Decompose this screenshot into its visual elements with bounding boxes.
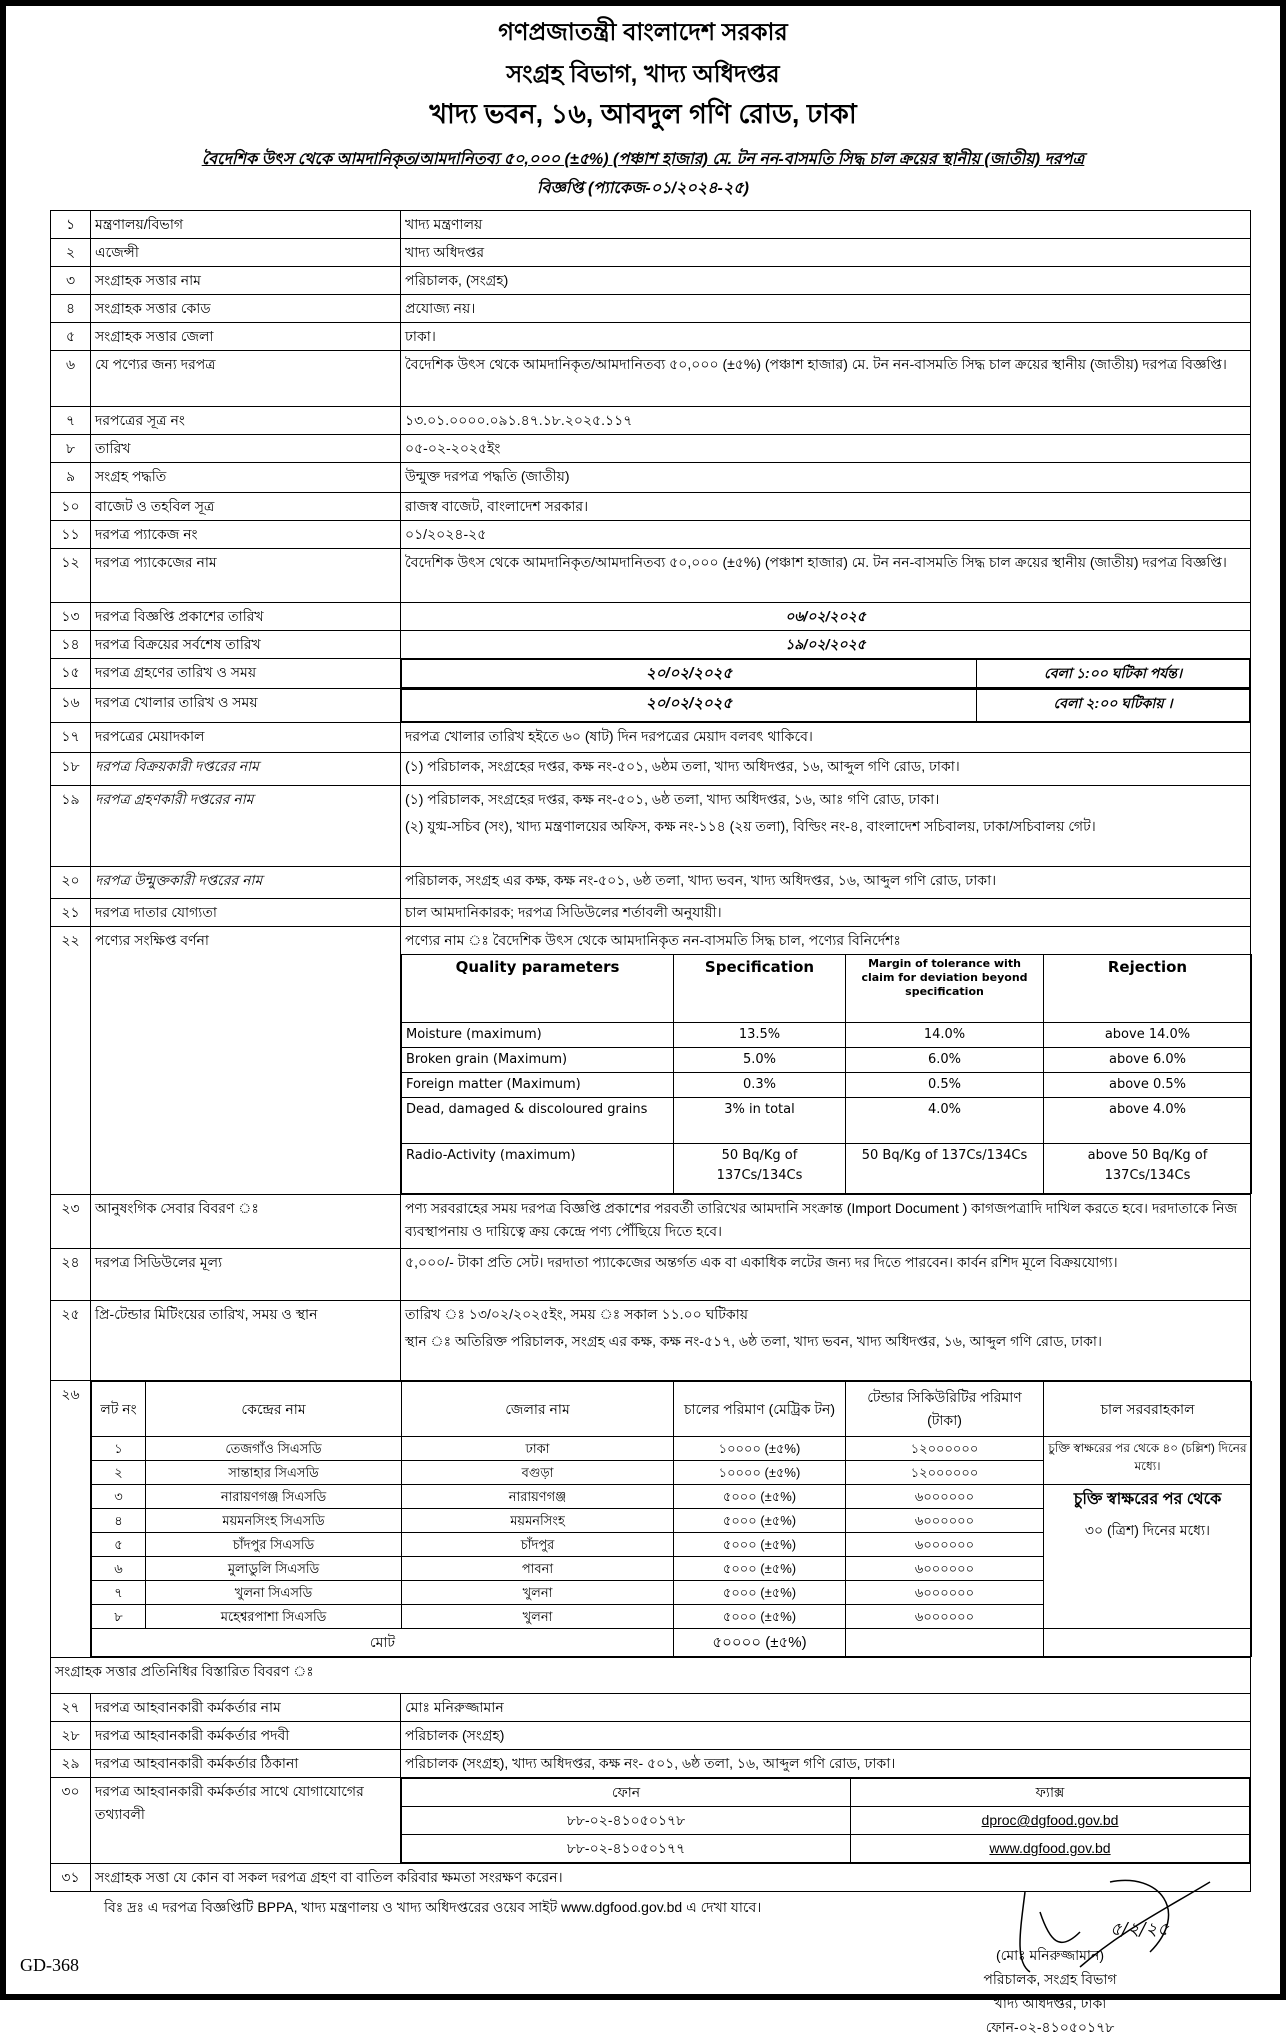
row-label: সংগ্রাহক সত্তার জেলা [91,323,401,351]
lot-number: ১ [92,1437,146,1461]
row-number: ১১ [51,521,91,549]
row-value: খাদ্য মন্ত্রণালয় [401,211,1251,239]
quality-row [402,1073,1252,1098]
row-label: দরপত্রের মেয়াদকাল [91,723,401,753]
email-link[interactable]: dproc@dgfood.gov.bd [981,1812,1119,1828]
row-number: ৮ [51,435,91,463]
row-label: দরপত্র আহবানকারী কর্মকর্তার পদবী [91,1722,401,1750]
table-row [51,786,1251,867]
quality-value: 0.3% [674,1073,846,1098]
lot-number: ৭ [92,1581,146,1605]
lots-cell [91,1381,1251,1658]
rice-quantity: ৫০০০ (±৫%) [674,1605,846,1629]
lots-header: কেন্দ্রের নাম [146,1382,402,1437]
signatory-office: খাদ্য অধিদপ্তর, ঢাকা [993,1995,1107,2011]
document-code: GD-368 [20,1955,79,1975]
header-government: গণপ্রজাতন্ত্রী বাংলাদেশ সরকার [498,19,788,46]
fax-header: ফ্যাক্স [851,1779,1250,1807]
district-name: নারায়ণগঞ্জ [402,1485,674,1509]
row-number: ১৯ [51,786,91,867]
row-number: ২৬ [51,1381,91,1658]
row-label: সংগ্রাহক সত্তার কোড [91,295,401,323]
quality-row [402,1144,1252,1194]
row-value: রাজস্ব বাজেট, বাংলাদেশ সরকার। [401,493,1251,521]
table-row [51,1722,1251,1750]
lots-table [91,1381,1252,1657]
phone-header: ফোন [402,1779,851,1807]
row-label: দরপত্র বিক্রয়কারী দপ্তরের নাম [91,753,401,786]
quality-value: 6.0% [846,1048,1044,1073]
value-line-1: (১) পরিচালক, সংগ্রহের দপ্তর, কক্ষ নং-৫০১, ৬ষ্ঠ তলা, খাদ্য অধিদপ্তর, ১৬, আঃ গণি রোড, ঢাকা। [405,791,940,807]
row-label: এজেন্সী [91,239,401,267]
datetime-row [402,690,1250,722]
row-value: ঢাকা। [401,323,1251,351]
row-number: ৭ [51,407,91,435]
row-value: পরিচালক (সংগ্রহ) [401,1722,1251,1750]
quality-header-row [402,955,1252,1023]
row-number: ২৭ [51,1694,91,1722]
table-row [51,867,1251,899]
tender-security: ৬০০০০০০ [846,1557,1044,1581]
summary-heading: সংগ্রাহক সত্তার প্রতিনিধির বিস্তারিত বিবরণ ঃ [51,1658,1251,1694]
table-row [51,1249,1251,1301]
quality-value: 0.5% [846,1073,1044,1098]
quality-header: Margin of tolerance with claim for deviation beyond specification [846,955,1044,1023]
row-number: ২৯ [51,1750,91,1778]
quality-value: 3% in total [674,1098,846,1144]
row-value [401,1301,1251,1381]
row-value: উন্মুক্ত দরপত্র পদ্ধতি (জাতীয়) [401,463,1251,493]
tender-security: ৬০০০০০০ [846,1533,1044,1557]
quality-value: 50 Bq/Kg of 137Cs/134Cs [674,1144,846,1194]
table-row [51,927,1251,1195]
table-row [51,1750,1251,1778]
row-number: ১৮ [51,753,91,786]
quality-value: 4.0% [846,1098,1044,1144]
row-number: ২৪ [51,1249,91,1301]
row-label: দরপত্র বিজ্ঞপ্তি প্রকাশের তারিখ [91,603,401,631]
supply-period-lots-1-2: চুক্তি স্বাক্ষরের পর থেকে ৪০ (চল্লিশ) দিনের মধ্যে। [1044,1437,1252,1485]
quality-parameter: Radio-Activity (maximum) [402,1144,674,1194]
row-label: যে পণ্যের জন্য দরপত্র [91,351,401,407]
datetime-table [401,659,1250,688]
row-number: ১২ [51,549,91,603]
row-number: ২০ [51,867,91,899]
quality-value: 13.5% [674,1023,846,1048]
row-number: ২২ [51,927,91,1195]
value-line-1: তারিখ ঃ ১৩/০২/২০২৫ইং, সময় ঃ সকাল ১১.০০ ঘটিকায় [405,1306,749,1322]
rice-quantity: ৫০০০ (±৫%) [674,1557,846,1581]
lot-row [92,1485,1252,1509]
date-value: ২০/০২/২০২৫ [402,690,977,722]
row-label: দরপত্র উন্মুক্তকারী দপ্তরের নাম [91,867,401,899]
notice-subtitle: বিজ্ঞপ্তি (প্যাকেজ-০১/২০২৪-২৫) [537,180,749,197]
lot-number: ৩ [92,1485,146,1509]
table-row [51,723,1251,753]
header-department: সংগ্রহ বিভাগ, খাদ্য অধিদপ্তর [506,61,780,88]
table-row [51,323,1251,351]
row-label: সংগ্রাহক সত্তার নাম [91,267,401,295]
table-row [51,689,1251,723]
table-row [51,211,1251,239]
row-text: সংগ্রাহক সত্তা যে কোন বা সকল দরপত্র গ্রহণ বা বাতিল করিবার ক্ষমতা সংরক্ষণ করেন। [91,1864,1251,1892]
signatory-name: (মোঃ মনিরুজ্জামান) [995,1947,1104,1963]
contact-row-2 [402,1835,1250,1863]
row-number: ৩ [51,267,91,295]
row-value [401,786,1251,867]
supply-period-lots-3-8 [1044,1485,1252,1629]
quality-table [401,954,1252,1194]
row-number: ২৩ [51,1195,91,1249]
supply-period-line-1: চুক্তি স্বাক্ষরের পর থেকে [1073,1491,1222,1508]
quality-value: above 6.0% [1044,1048,1252,1073]
row-number: ৩১ [51,1864,91,1892]
row-label: প্রি-টেন্ডার মিটিংয়ের তারিখ, সময় ও স্থান [91,1301,401,1381]
table-row [51,899,1251,927]
row-number: ১৭ [51,723,91,753]
quality-value: above 4.0% [1044,1098,1252,1144]
rice-quantity: ৫০০০ (±৫%) [674,1533,846,1557]
row-value-date: ০৬/০২/২০২৫ [401,603,1251,631]
district-name: বগুড়া [402,1461,674,1485]
table-row [51,463,1251,493]
row-label: দরপত্রের সূত্র নং [91,407,401,435]
quality-row [402,1098,1252,1144]
district-name: ঢাকা [402,1437,674,1461]
quality-value: 5.0% [674,1048,846,1073]
signed-date: ৫/২/২৫ [1110,1919,1169,1940]
value-line-2: স্থান ঃ অতিরিক্ত পরিচালক, সংগ্রহ এর কক্ষ, কক্ষ নং-৫১৭, ৬ষ্ঠ তলা, খাদ্য ভবন, খাদ্য অধিদপ্তর, ১৬, আব্দুল গণি রোড, ঢাকা। [405,1333,1102,1349]
row-value: ১৩.০১.০০০০.০৯১.৪৭.১৮.২০২৫.১১৭ [401,407,1251,435]
center-name: ময়মনসিংহ সিএসডি [146,1509,402,1533]
row-label: দরপত্র বিক্রয়ের সর্বশেষ তারিখ [91,631,401,659]
row-value: ০১/২০২৪-২৫ [401,521,1251,549]
row-number: ২ [51,239,91,267]
contact-cell [401,1778,1251,1864]
row-number: ২১ [51,899,91,927]
table-row [51,267,1251,295]
lot-row [92,1437,1252,1461]
lots-header: চালের পরিমাণ (মেট্রিক টন) [674,1382,846,1437]
table-row [51,631,1251,659]
row-number: ৬ [51,351,91,407]
rice-quantity: ৫০০০ (±৫%) [674,1581,846,1605]
quality-parameter: Dead, damaged & discoloured grains [402,1098,674,1144]
row-value: ০৫-০২-২০২৫ইং [401,435,1251,463]
row-number: ৩০ [51,1778,91,1864]
row-value: বৈদেশিক উৎস থেকে আমদানিকৃত/আমদানিতব্য ৫০,০০০ (±৫%) (পঞ্চাশ হাজার) মে. টন নন-বাসমতি সিদ্ধ চাল ক্রয়ের স্থানীয় (জাতীয়) দরপত্র বিজ্ঞপ্তি। [401,549,1251,603]
row-number: ৯ [51,463,91,493]
lots-header-row [92,1382,1252,1437]
center-name: মহেশ্বরপাশা সিএসডি [146,1605,402,1629]
row-label: দরপত্র আহবানকারী কর্মকর্তার সাথে যোগাযোগের তথ্যাবলী [91,1778,401,1864]
table-row [51,521,1251,549]
row-number: ১ [51,211,91,239]
quality-row [402,1023,1252,1048]
datetime-table [401,689,1250,722]
quality-value: above 50 Bq/Kg of 137Cs/134Cs [1044,1144,1252,1194]
contact-header-row [402,1779,1250,1807]
table-row [51,239,1251,267]
rice-quantity: ৫০০০ (±৫%) [674,1509,846,1533]
row-label: দরপত্র খোলার তারিখ ও সময় [91,689,401,723]
table-row [51,295,1251,323]
quality-parameter: Foreign matter (Maximum) [402,1073,674,1098]
row-number: ১৫ [51,659,91,689]
row-number: ৪ [51,295,91,323]
date-value: ২০/০২/২০২৫ [402,660,977,688]
contact-table [401,1778,1250,1863]
lots-header: জেলার নাম [402,1382,674,1437]
row-label: দরপত্র আহবানকারী কর্মকর্তার ঠিকানা [91,1750,401,1778]
lots-header: চাল সরবরাহকাল [1044,1382,1252,1437]
website-link[interactable]: www.dgfood.gov.bd [989,1840,1111,1856]
table-row [51,435,1251,463]
tender-security: ১২০০০০০০ [846,1461,1044,1485]
quality-header: Quality parameters [402,955,674,1023]
datetime-row [402,660,1250,688]
row-number: ৫ [51,323,91,351]
tender-security: ৬০০০০০০ [846,1509,1044,1533]
signature-mark [930,1872,1230,1982]
row-value-datetime [401,659,1251,689]
lots-row [51,1381,1251,1658]
row-label: দরপত্র প্যাকেজের নাম [91,549,401,603]
time-value: বেলা ২:০০ ঘটিকায় । [977,690,1250,722]
phone-number-1: ৮৮-০২-৪১০৫০১৭৮ [402,1807,851,1835]
quality-value: 50 Bq/Kg of 137Cs/134Cs [846,1144,1044,1194]
tender-security: ৬০০০০০০ [846,1605,1044,1629]
total-empty [1044,1629,1252,1657]
lot-number: ৮ [92,1605,146,1629]
quality-header: Rejection [1044,955,1252,1023]
row-value: চাল আমদানিকারক; দরপত্র সিডিউলের শর্তাবলী অনুযায়ী। [401,899,1251,927]
lots-header: লট নং [92,1382,146,1437]
summary-heading-row [51,1658,1251,1694]
table-row [51,753,1251,786]
row-value-date: ১৯/০২/২০২৫ [401,631,1251,659]
center-name: নারায়ণগঞ্জ সিএসডি [146,1485,402,1509]
row-label: বাজেট ও তহবিল সূত্র [91,493,401,521]
row-number: ১০ [51,493,91,521]
row-label: দরপত্র দাতার যোগ্যতা [91,899,401,927]
total-quantity: ৫০০০০ (±৫%) [674,1629,846,1657]
row-number: ২৫ [51,1301,91,1381]
row-label: দরপত্র সিডিউলের মূল্য [91,1249,401,1301]
row-value-datetime [401,689,1251,723]
phone-number-2: ৮৮-০২-৪১০৫০১৭৭ [402,1835,851,1863]
quality-value: 14.0% [846,1023,1044,1048]
tender-security: ৬০০০০০০ [846,1581,1044,1605]
district-name: ময়মনসিংহ [402,1509,674,1533]
contact-row-1 [402,1807,1250,1835]
district-name: খুলনা [402,1581,674,1605]
lot-number: ৬ [92,1557,146,1581]
lot-number: ৫ [92,1533,146,1557]
row-label: আনুষংগিক সেবার বিবরণ ঃ [91,1195,401,1249]
row-value: পরিচালক, (সংগ্রহ) [401,267,1251,295]
row-label: মন্ত্রণালয়/বিভাগ [91,211,401,239]
row-value: বৈদেশিক উৎস থেকে আমদানিকৃত/আমদানিতব্য ৫০,০০০ (±৫%) (পঞ্চাশ হাজার) মে. টন নন-বাসমতি সিদ্ধ চাল ক্রয়ের স্থানীয় (জাতীয়) দরপত্র বিজ্ঞপ্তি। [401,351,1251,407]
table-row [51,659,1251,689]
row-value: ৫,০০০/- টাকা প্রতি সেট। দরদাতা প্যাকেজের অন্তর্গত এক বা একাধিক লটের জন্য দর দিতে পারবেন। কার্বন রশিদ মূলে বিক্রয়যোগ্য। [401,1249,1251,1301]
footnote: বিঃ দ্রঃ এ দরপত্র বিজ্ঞপ্তিটি BPPA, খাদ্য মন্ত্রণালয় ও খাদ্য অধিদপ্তরের ওয়েব সাইট www.dgfood.gov.bd এ দেখা যাবে। [104,1899,762,1915]
lot-number: ৪ [92,1509,146,1533]
tender-security: ৬০০০০০০ [846,1485,1044,1509]
lot-number: ২ [92,1461,146,1485]
value-line-2: (২) যুগ্ম-সচিব (সং), খাদ্য মন্ত্রণালয়ের অফিস, কক্ষ নং-১১৪ (২য় তলা), বিল্ডিং নং-৪, বাংলাদেশ সচিবালয়, ঢাকা/সচিবালয় গেট। [405,818,1096,834]
row-number: ২৮ [51,1722,91,1750]
row-value: পণ্য সরবরাহের সময় দরপত্র বিজ্ঞপ্তি প্রকাশের পরবর্তী তারিখের আমদানি সংক্রান্ত (Import Document ) কাগজপত্রাদি দাখিল করতে হবে। দরদাতাকে নিজ ব্যবস্থাপনায় ও দায়িত্বে ক্রয় কেন্দ্রে পণ্য পৌঁছিয়ে দিতে হবে। [401,1195,1251,1249]
email-cell [851,1807,1250,1835]
header-address: খাদ্য ভবন, ১৬, আবদুল গণি রোড, ঢাকা [429,99,857,129]
row-value: পরিচালক, সংগ্রহ এর কক্ষ, কক্ষ নং-৫০১, ৬ষ্ঠ তলা, খাদ্য ভবন, খাদ্য অধিদপ্তর, ১৬, আব্দুল গণি রোড, ঢাকা। [401,867,1251,899]
contact-row [51,1778,1251,1864]
signatory-designation: পরিচালক, সংগ্রহ বিভাগ [983,1971,1117,1987]
table-row [51,351,1251,407]
row-label: দরপত্র গ্রহণকারী দপ্তরের নাম [91,786,401,867]
quality-value: above 0.5% [1044,1073,1252,1098]
lots-header: টেন্ডার সিকিউরিটির পরিমাণ (টাকা) [846,1382,1044,1437]
row-label: সংগ্রহ পদ্ধতি [91,463,401,493]
table-row [51,407,1251,435]
district-name: চাঁদপুর [402,1533,674,1557]
row-value: মোঃ মনিরুজ্জামান [401,1694,1251,1722]
tender-info-table [50,210,1251,1892]
quality-header: Specification [674,955,846,1023]
row-label: তারিখ [91,435,401,463]
row-value: দরপত্র খোলার তারিখ হইতে ৬০ (ষাট) দিন দরপত্রের মেয়াদ বলবৎ থাকিবে। [401,723,1251,753]
time-value: বেলা ১:০০ ঘটিকা পর্যন্ত। [977,660,1250,688]
row-value: প্রযোজ্য নয়। [401,295,1251,323]
quality-value: above 14.0% [1044,1023,1252,1048]
row-value: খাদ্য অধিদপ্তর [401,239,1251,267]
supply-period-line-2: ৩০ (ত্রিশ) দিনের মধ্যে। [1084,1522,1211,1538]
quality-parameter: Broken grain (Maximum) [402,1048,674,1073]
table-row [51,1694,1251,1722]
row-number: ১৩ [51,603,91,631]
district-name: খুলনা [402,1605,674,1629]
row-value: (১) পরিচালক, সংগ্রহের দপ্তর, কক্ষ নং-৫০১, ৬ষ্ঠম তলা, খাদ্য অধিদপ্তর, ১৬, আব্দুল গণি রোড, ঢাকা। [401,753,1251,786]
total-empty [846,1629,1044,1657]
notice-title: বৈদেশিক উৎস থেকে আমদানিকৃত/আমদানিতব্য ৫০,০০০ (±৫%) (পঞ্চাশ হাজার) মে. টন নন-বাসমতি সিদ্ধ চাল ক্রয়ের স্থানীয় (জাতীয়) দরপত্র [201,151,1085,168]
center-name: সান্তাহার সিএসডি [146,1461,402,1485]
row-value-description [401,927,1251,1195]
row-label: দরপত্র আহবানকারী কর্মকর্তার নাম [91,1694,401,1722]
quality-parameter: Moisture (maximum) [402,1023,674,1048]
table-row [51,493,1251,521]
district-name: পাবনা [402,1557,674,1581]
website-cell [851,1835,1250,1863]
center-name: খুলনা সিএসডি [146,1581,402,1605]
rice-quantity: ১০০০০ (±৫%) [674,1461,846,1485]
table-row [51,1301,1251,1381]
lots-total-row [92,1629,1252,1657]
row-label: দরপত্র প্যাকেজ নং [91,521,401,549]
row-label: দরপত্র গ্রহণের তারিখ ও সময় [91,659,401,689]
signatory-phone: ফোন-০২-৪১০৫০১৭৮ [985,2019,1115,2035]
table-row [51,603,1251,631]
center-name: মুলাডুলি সিএসডি [146,1557,402,1581]
row-label: পণ্যের সংক্ষিপ্ত বর্ণনা [91,927,401,1195]
table-row [51,1195,1251,1249]
row-value: পরিচালক (সংগ্রহ), খাদ্য অধিদপ্তর, কক্ষ নং- ৫০১, ৬ষ্ঠ তলা, ১৬, আব্দুল গণি রোড, ঢাকা। [401,1750,1251,1778]
row-number: ১৬ [51,689,91,723]
tender-security: ১২০০০০০০ [846,1437,1044,1461]
product-name: পণ্যের নাম ঃ বৈদেশিক উৎস থেকে আমদানিকৃত নন-বাসমতি সিদ্ধ চাল, পণ্যের বিনির্দেশঃ [405,932,901,948]
total-label: মোট [92,1629,674,1657]
center-name: চাঁদপুর সিএসডি [146,1533,402,1557]
rice-quantity: ১০০০০ (±৫%) [674,1437,846,1461]
rice-quantity: ৫০০০ (±৫%) [674,1485,846,1509]
table-row [51,549,1251,603]
row-number: ১৪ [51,631,91,659]
quality-row [402,1048,1252,1073]
center-name: তেজগাঁও সিএসডি [146,1437,402,1461]
